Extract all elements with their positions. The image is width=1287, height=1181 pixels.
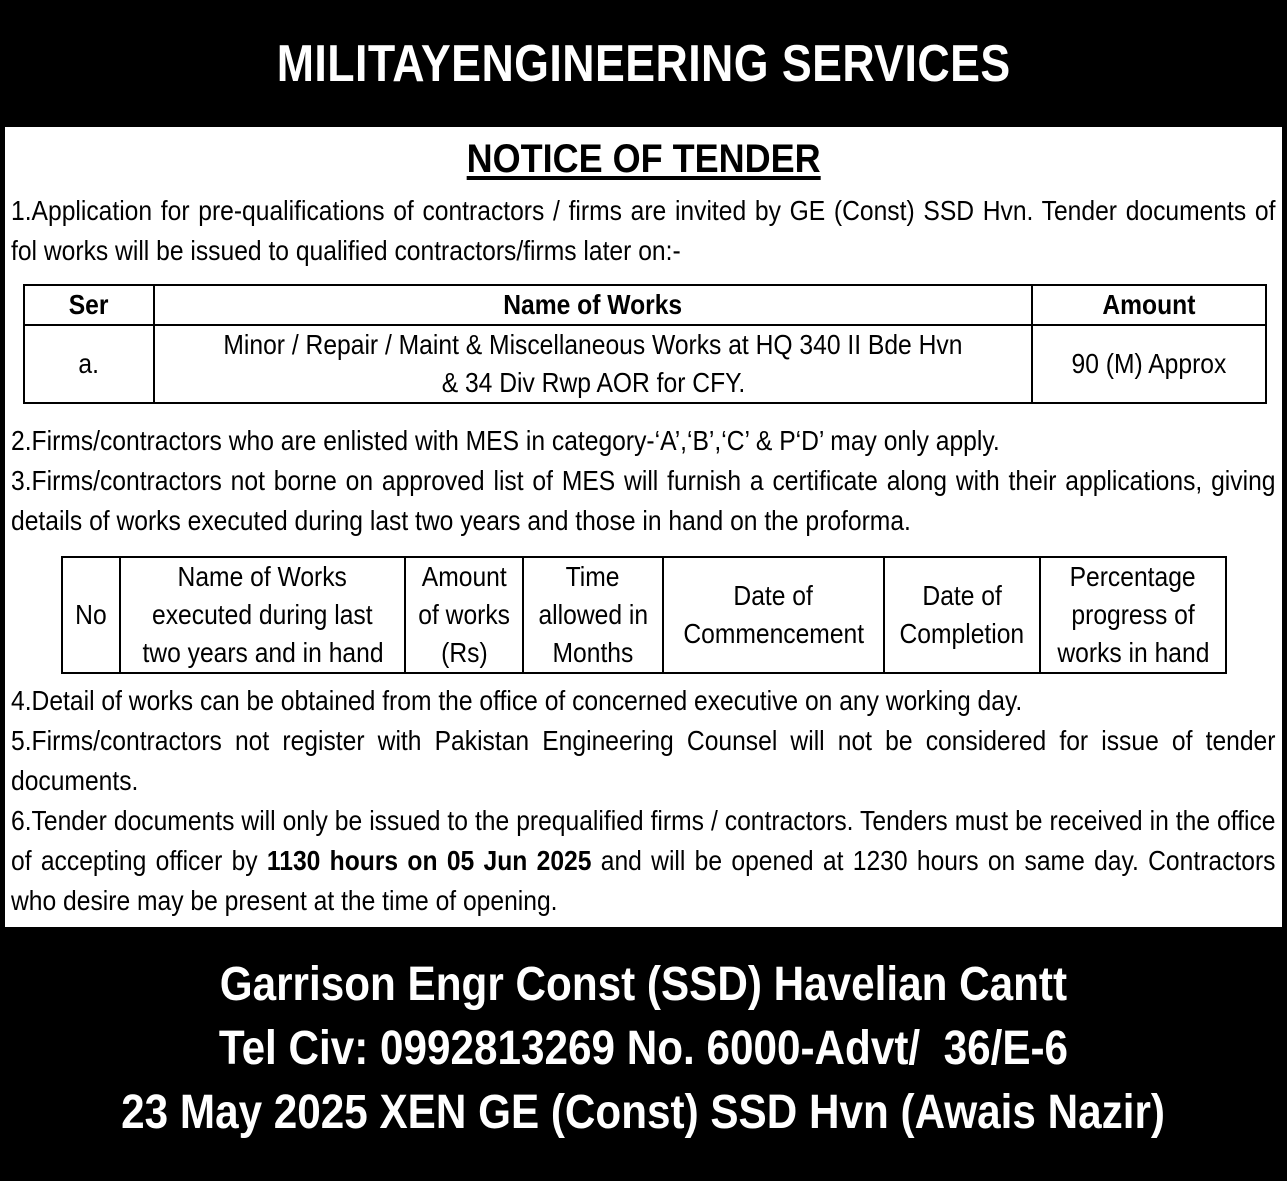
header-ser: Ser [24,285,154,325]
paragraph-6: 6.Tender documents will only be issued to the prequalified firms / contractors. Tenders must be received in the office of accepting officer by 1130 hours on 05 Jun 2025 and will be opened at 1230 hours on same day. Contractors who desire may be present at the time of opening. [11,805,1276,916]
header-percentage-progress: Percentage progress of works in hand [1040,557,1226,673]
paragraph-3: 3.Firms/contractors not borne on approved list of MES will furnish a certificate along with their applications, giving details of works executed during last two years and those in hand on the proforma. [11,465,1276,536]
header-date-of-commencement: Date of Commencement [663,557,884,673]
header-time-allowed: Time allowed in Months [523,557,663,673]
cell-ser: a. [24,325,154,403]
deadline-text: 1130 hours on 05 Jun 2025 [266,845,592,876]
notice-body [3,127,1284,927]
cell-amount: 90 (M) Approx [1032,325,1266,403]
header-name-of-works: Name of Works [154,285,1032,325]
header-date-of-completion: Date of Completion [884,557,1040,673]
header-no: No [62,557,120,673]
header-banner [0,0,1287,127]
notice-title-text: NOTICE OF TENDER [466,137,821,181]
footer-office-line: Garrison Engr Const (SSD) Havelian Cantt [219,958,1068,1011]
table-header-row [62,557,1226,673]
table-header-row [24,285,1266,325]
organization-title: MILITAYENGINEERING SERVICES [276,34,1011,93]
paragraph-5: 5.Firms/contractors not register with Pakistan Engineering Counsel will not be considered for issue of tender documents. [11,725,1276,796]
header-amount: Amount [1032,285,1266,325]
paragraph-2: 2.Firms/contractors who are enlisted with MES in category-‘A’,‘B’,‘C’ & P‘D’ may only apply. [11,425,1000,456]
works-table [23,284,1267,404]
footer-banner [0,927,1287,1181]
cell-name-of-works: Minor / Repair / Maint & Miscellaneous Works at HQ 340 II Bde Hvn & 34 Div Rwp AOR for CFY. [154,325,1032,403]
paragraph-4: 4.Detail of works can be obtained from the office of concerned executive on any working day. [11,685,1023,716]
notice-title [5,137,1282,182]
table-row [24,325,1266,403]
footer-contact-line: Tel Civ: 0992813269 No. 6000-Advt/ 36/E-6 [218,1022,1069,1075]
paragraph-1: 1.Application for pre-qualifications of contractors / firms are invited by GE (Const) SSD Hvn. Tender documents of fol works will be issued to qualified contractors/firms later on:- [11,195,1276,266]
header-amount-of-works: Amount of works (Rs) [405,557,523,673]
footer-signature-line: 23 May 2025 XEN GE (Const) SSD Hvn (Awais Nazir) [121,1086,1166,1139]
proforma-table [61,556,1227,674]
header-name-of-works-executed: Name of Works executed during last two years and in hand [120,557,405,673]
